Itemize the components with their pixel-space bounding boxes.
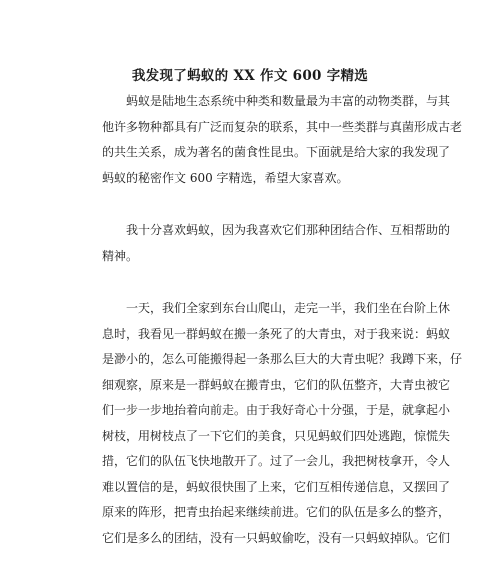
- paragraph-line: 一天，我们全家到东台山爬山，走完一半，我们坐在台阶上休: [102, 301, 451, 315]
- paragraph-line: 的共生关系，成为著名的菌食性昆虫。下面就是给大家的我发现了: [102, 145, 451, 159]
- paragraph-line: 我十分喜欢蚂蚁，因为我喜欢它们那种团结合作、互相帮助的: [102, 223, 451, 237]
- paragraph-second: [102, 218, 451, 269]
- paragraph-line: 树枝，用树枝点了一下它们的美食，只见蚂蚁们四处逃跑，惊慌失: [102, 428, 451, 443]
- paragraph-line: 蚂蚁是陆地生态系统中种类和数量最为丰富的动物类群，与其: [102, 94, 451, 108]
- paragraph-line: 息时，我看见一群蚂蚁在搬一条死了的大青虫，对于我来说：蚂蚁: [102, 326, 451, 341]
- paragraph-third: [102, 296, 463, 551]
- paragraph-line: 它们是多么的团结，没有一只蚂蚁偷吃，没有一只蚂蚁掉队。它们: [102, 530, 451, 545]
- paragraph-line: 蚂蚁的秘密作文 600 字精选，希望大家喜欢。: [102, 170, 349, 185]
- paragraph-line: 原来的阵形，把青虫抬起来继续前进。它们的队伍是多么的整齐，: [102, 505, 451, 519]
- paragraph-line: 精神。: [102, 248, 139, 263]
- paragraph-line: 们一步一步地抬着向前走。由于我好奇心十分强，于是，就拿起小: [102, 403, 451, 417]
- paragraph-line: 措，它们的队伍飞快地散开了。过了一会儿，我把树枝拿开，令人: [102, 454, 451, 468]
- paragraph-line: 他许多物种都具有广泛而复杂的联系，其中一些类群与真菌形成古老: [102, 119, 463, 134]
- paragraph-line: 难以置信的是，蚂蚁很快围了上来，它们互相传递信息，又摆回了: [102, 479, 451, 494]
- paragraph-line: 是渺小的，怎么可能搬得起一条那么巨大的大青虫呢？我蹲下来，仔: [102, 352, 463, 366]
- paragraph-line: 细观察，原来是一群蚂蚁在搬青虫，它们的队伍整齐，大青虫被它: [102, 377, 451, 392]
- document-title: 我发现了蚂蚁的 XX 作文 600 字精选: [131, 68, 369, 84]
- paragraph-intro: [102, 89, 463, 191]
